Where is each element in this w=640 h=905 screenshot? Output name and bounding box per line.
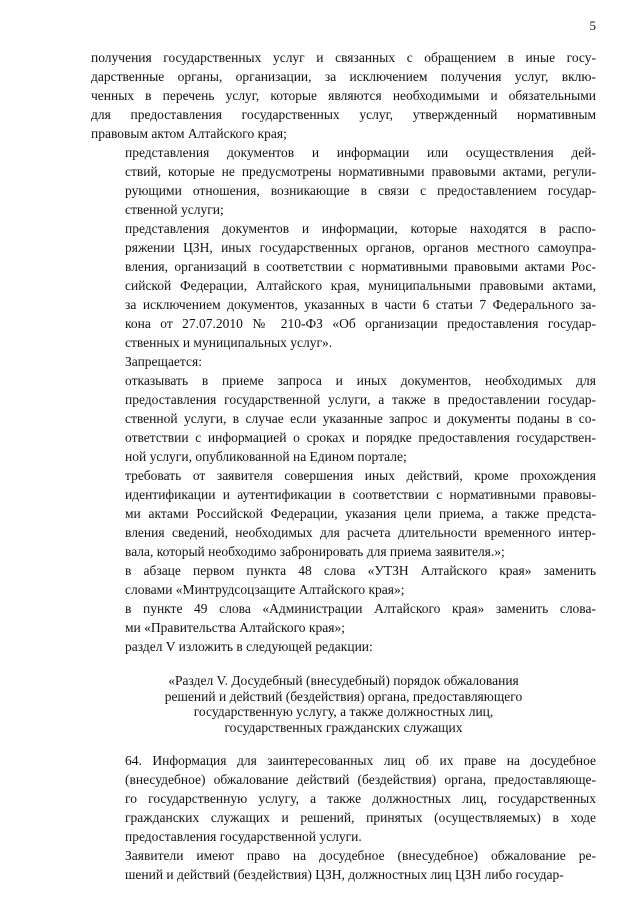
- paragraph: [91, 637, 596, 656]
- paragraph: [91, 561, 596, 599]
- paragraph: [91, 143, 596, 219]
- text-line: представления документов и информации, которые находятся в распо-: [125, 221, 596, 236]
- paragraph: [91, 599, 596, 637]
- text-line: кона от 27.07.2010 № 210-ФЗ «Об организации предоставления государ-: [125, 316, 596, 331]
- document-body: [91, 48, 596, 884]
- text-line: дарственные органы, организации, за исключением получения услуг, вклю-: [91, 69, 596, 84]
- text-line: предоставления государственной услуги, а также в предоставлении государ-: [125, 392, 596, 407]
- text-line: ной услуги, опубликованной на Едином портале;: [125, 449, 407, 464]
- text-line: ственной услуги, в случае если указанные запрос и документы поданы в со-: [125, 411, 596, 426]
- text-line: рующими отношения, возникающие в связи с предоставлением государ-: [125, 183, 596, 198]
- text-line: для предоставления государственных услуг, утвержденный нормативным: [91, 107, 596, 122]
- paragraph: [91, 219, 596, 352]
- text-line: требовать от заявителя совершения иных действий, кроме прохождения: [125, 468, 596, 483]
- text-line: представления документов и информации или осуществления дей-: [125, 145, 596, 160]
- text-line: ми актами Российской Федерации, указания цели приема, а также предста-: [125, 506, 596, 521]
- text-line: ственных и муниципальных услуг».: [125, 335, 333, 350]
- heading-line: государственных гражданских служащих: [224, 719, 463, 735]
- heading-line: решений и действий (бездействия) органа, предоставляющего: [164, 688, 523, 704]
- paragraph: [91, 846, 596, 884]
- text-line: ченных в перечень услуг, которые являются необходимыми и обязательными: [91, 88, 596, 103]
- section-heading: [91, 673, 596, 735]
- text-line: предоставления государственной услуги.: [125, 829, 362, 844]
- text-line: вления сведений, необходимых для расчета длительности временного интер-: [125, 525, 596, 540]
- text-line: шений и действий (бездействия) ЦЗН, должностных лиц ЦЗН либо государ-: [125, 867, 564, 882]
- text-line: (внесудебное) обжалование действий (бездействия) органа, предоставляюще-: [125, 772, 596, 787]
- text-line: раздел V изложить в следующей редакции:: [125, 639, 373, 654]
- text-line: в пункте 49 слова «Администрации Алтайского края» заменить слова-: [125, 601, 596, 616]
- heading-line: государственную услугу, а также должностных лиц,: [193, 704, 494, 719]
- paragraphs-after-heading: [91, 751, 596, 884]
- text-line: вления, организаций в соответствии с нормативными правовыми актами Рос-: [125, 259, 596, 274]
- text-line: за исключением документов, указанных в части 6 статьи 7 Федерального за-: [125, 297, 596, 312]
- heading-line: «Раздел V. Досудебный (внесудебный) порядок обжалования: [168, 673, 519, 688]
- paragraphs-before-heading: [91, 48, 596, 656]
- text-line: ответствии с информацией о сроках и порядке предоставления государствен-: [125, 430, 596, 445]
- text-line: вала, который необходимо забронировать для приема заявителя.»;: [125, 544, 505, 559]
- text-line: правовым актом Алтайского края;: [91, 126, 287, 141]
- paragraph: [91, 466, 596, 561]
- text-line: гражданских служащих и решений, принятых (осуществляемых) в ходе: [125, 810, 596, 825]
- paragraph: [91, 751, 596, 846]
- text-line: Заявители имеют право на досудебное (внесудебное) обжалование ре-: [125, 848, 596, 863]
- text-line: отказывать в приеме запроса и иных документов, необходимых для: [125, 373, 596, 388]
- paragraph: [91, 352, 596, 371]
- paragraph: [91, 371, 596, 466]
- text-line: получения государственных услуг и связанных с обращением в иные госу-: [91, 50, 596, 65]
- paragraph: [91, 48, 596, 143]
- text-line: Запрещается:: [125, 354, 202, 369]
- text-line: ственной услуги;: [125, 202, 224, 217]
- text-line: 64. Информация для заинтересованных лиц об их праве на досудебное: [125, 753, 596, 768]
- text-line: ряжении ЦЗН, иных государственных органов, органов местного самоупра-: [125, 240, 596, 255]
- text-line: ствий, которые не предусмотрены нормативными правовыми актами, регули-: [125, 164, 596, 179]
- text-line: в абзаце первом пункта 48 слова «УТЗН Алтайского края» заменить: [125, 563, 596, 578]
- text-line: го государственную услугу, а также должностных лиц, государственных: [125, 791, 596, 806]
- text-line: сийской Федерации, Алтайского края, муниципальными правовыми актами,: [125, 278, 596, 293]
- text-line: ми «Правительства Алтайского края»;: [125, 620, 345, 635]
- text-line: словами «Минтрудсоцзащите Алтайского края»;: [125, 582, 405, 597]
- text-line: идентификации и аутентификации в соответствии с нормативными правовы-: [125, 487, 596, 502]
- page-number: 5: [589, 18, 596, 33]
